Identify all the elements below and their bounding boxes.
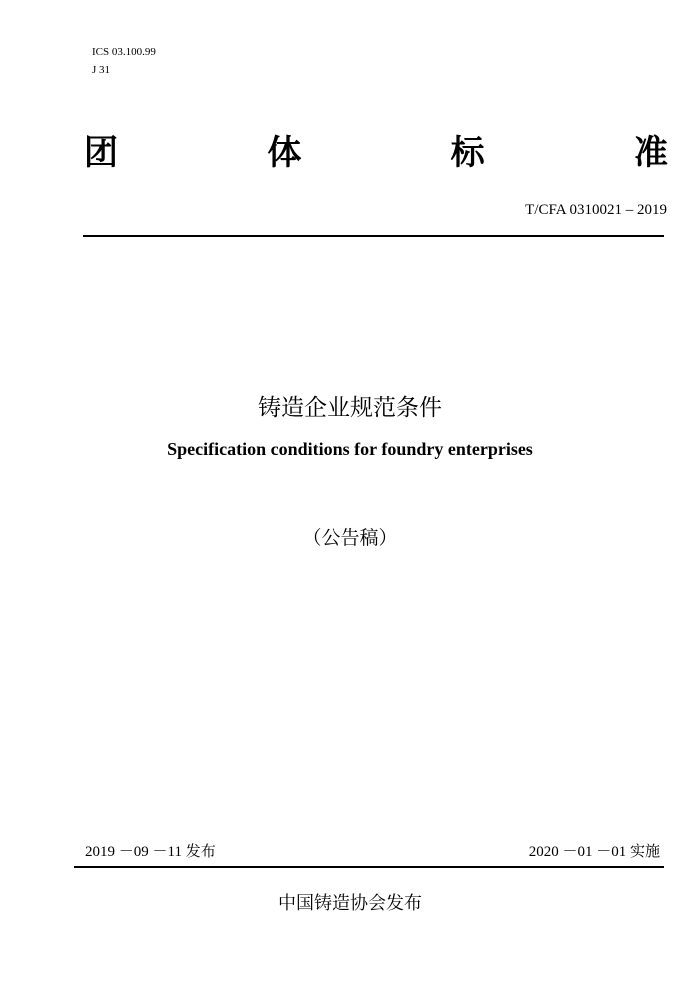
ics-code: ICS 03.100.99 [92,46,156,58]
ccs-code: J 31 [92,64,111,76]
standard-type-char: 体 [267,133,302,173]
publisher: 中国铸造协会发布 [278,893,422,914]
implement-date-line [529,840,660,863]
bottom-divider [74,866,664,868]
implement-label: 实施 [629,842,660,860]
standard-type-char: 团 [84,133,118,173]
document-title-zh: 铸造企业规范条件 [258,395,442,421]
standard-type-title [84,128,668,178]
top-divider [83,235,664,237]
standard-type-char: 准 [633,133,668,173]
publish-date-line [85,840,216,863]
document-title-en: Specification conditions for foundry enterprises [167,439,533,459]
standard-code: T/CFA 0310021 – 2019 [525,202,667,218]
document-status: （公告稿） [302,527,398,549]
publish-label: 发布 [185,842,216,860]
implement-date: 2020 －01 －01 [528,844,627,860]
standard-type-char: 标 [450,133,485,173]
publish-date: 2019 －09 －11 [85,844,182,860]
